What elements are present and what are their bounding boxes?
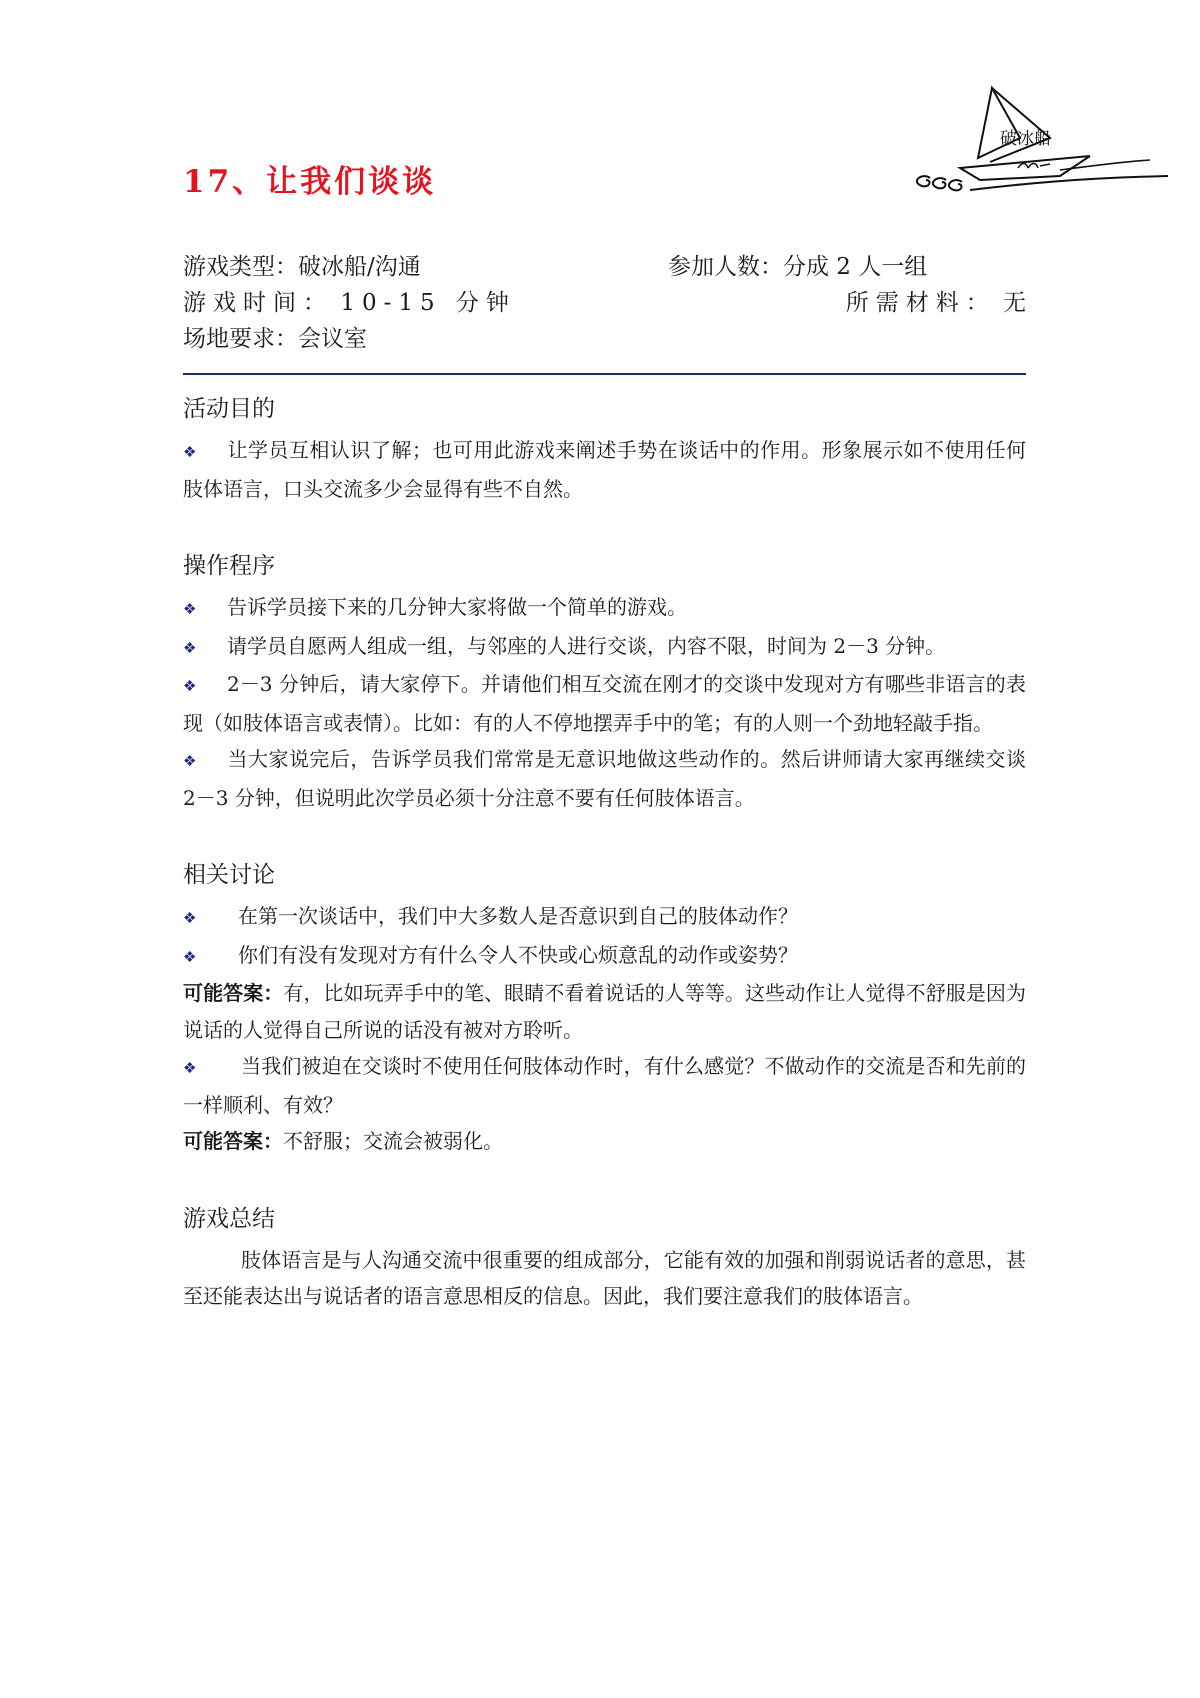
summary-text: 肢体语言是与人沟通交流中很重要的组成部分，它能有效的加强和削弱说话者的意思，甚至还能表达出与说话者的语言意思相反的信息。因此，我们要注意我们的肢体语言。: [183, 1247, 1026, 1308]
diamond-bullet-icon: ❖: [183, 677, 197, 695]
question: ❖ 在第一次谈话中，我们中大多数人是否意识到自己的肢体动作？: [183, 898, 1026, 937]
venue: 场地要求：会议室: [183, 326, 367, 352]
materials: 所需材料： 无: [845, 290, 1026, 316]
answer-label: 可能答案：: [183, 1129, 283, 1153]
diamond-bullet-icon: ❖: [183, 600, 197, 618]
diamond-bullet-icon: ❖: [183, 1059, 197, 1077]
participants: 参加人数：分成 2 人一组: [668, 254, 928, 280]
section-summary: [183, 1202, 1026, 1315]
game-time: 游戏时间： 10-15 分钟: [183, 290, 516, 316]
list-item: ❖ 告诉学员接下来的几分钟大家将做一个简单的游戏。: [183, 589, 1026, 628]
diamond-bullet-icon: ❖: [183, 638, 197, 657]
diamond-bullet-icon: ❖: [183, 443, 197, 461]
diamond-bullet-icon: ❖: [183, 909, 197, 927]
list-item: ❖ 当大家说完后，告诉学员我们常常是无意识地做这些动作的。然后讲师请大家再继续交谈 2－3 分钟，但说明此次学员必须十分注意不要有任何肢体语言。: [183, 741, 1026, 816]
answer: 可能答案：有，比如玩弄手中的笔、眼睛不看着说话的人等等。这些动作让人觉得不舒服是因为说话的人觉得自己所说的话没有被对方聆听。: [183, 981, 1027, 1042]
icebreaker-logo: [900, 78, 1170, 208]
section-purpose: [183, 392, 1026, 507]
list-item: ❖ 让学员互相认识了解；也可用此游戏来阐述手势在谈话中的作用。形象展示如不使用任何肢体语言，口头交流多少会显得有些不自然。: [183, 432, 1026, 507]
section-discussion: [183, 858, 1026, 1160]
content: [183, 392, 1026, 1315]
question: ❖ 你们有没有发现对方有什么令人不快或心烦意乱的动作或姿势？: [183, 937, 1026, 976]
question: ❖ 当我们被迫在交谈时不使用任何肢体动作时，有什么感觉？不做动作的交流是否和先前的一样顺利、有效？: [183, 1048, 1026, 1123]
section-procedure: [183, 549, 1026, 816]
game-type: 游戏类型：破冰船/沟通: [183, 254, 421, 280]
diamond-bullet-icon: ❖: [183, 947, 197, 966]
divider-rule: [183, 373, 1026, 375]
page-title: 17、让我们谈谈: [183, 164, 437, 200]
diamond-bullet-icon: ❖: [183, 752, 197, 770]
section-heading: 操作程序: [183, 553, 275, 579]
list-item: ❖ 2－3 分钟后，请大家停下。并请他们相互交流在刚才的交谈中发现对方有哪些非语言的表现（如肢体语言或表情）。比如：有的人不停地摆弄手中的笔；有的人则一个劲地轻敲手指。: [183, 666, 1026, 741]
section-heading: 相关讨论: [183, 862, 275, 888]
logo-text: 破冰船: [1000, 129, 1051, 149]
list-item: ❖ 请学员自愿两人组成一组，与邻座的人进行交谈，内容不限，时间为 2－3 分钟。: [183, 628, 1026, 667]
section-heading: 活动目的: [183, 396, 275, 422]
section-heading: 游戏总结: [183, 1205, 275, 1232]
answer-label: 可能答案：: [183, 981, 284, 1005]
answer: 可能答案：不舒服；交流会被弱化。: [183, 1129, 503, 1153]
